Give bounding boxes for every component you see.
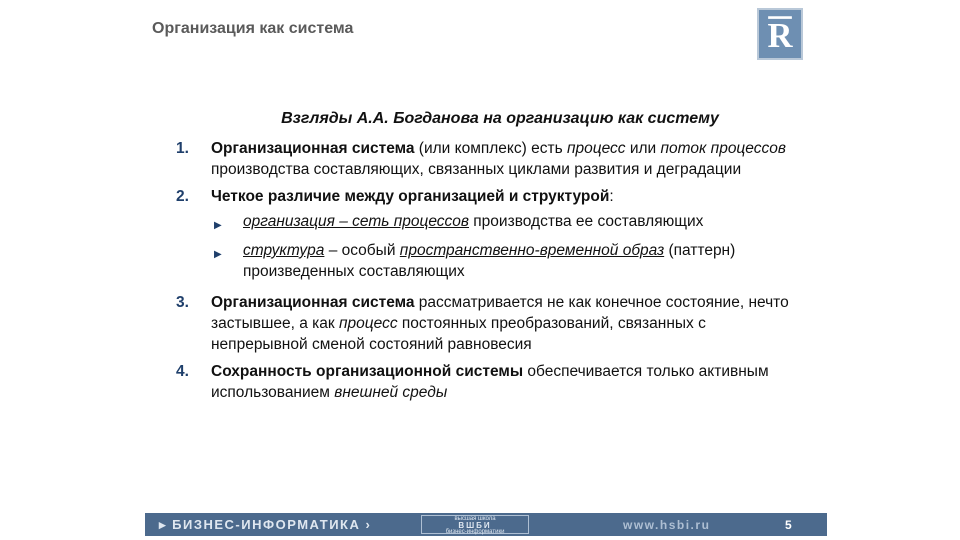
list-item — [176, 138, 796, 180]
sub-list-item — [214, 240, 796, 282]
slide-title: Организация как система — [152, 20, 354, 37]
list-number: 4. — [176, 363, 189, 380]
triangle-right-icon: ▶ — [214, 249, 222, 260]
footer-bar — [145, 513, 827, 536]
footer-brand: ▸ БИЗНЕС-ИНФОРМАТИКА › — [159, 516, 372, 532]
list-item — [176, 361, 796, 403]
list-item — [176, 186, 796, 286]
svg-text:R: R — [767, 15, 793, 55]
list-number: 3. — [176, 294, 189, 311]
list-text: Сохранность организационной системы обеспечивается только активным использованием внешней среды — [211, 363, 769, 401]
list-text: Четкое различие между организацией и структурой: ▶ организация – сеть процессов производства ее составляющих ▶ структура – особый пространственно-временной образ (паттерн) произведенных составляющих — [211, 186, 796, 286]
list-text: Организационная система рассматривается не как конечное состояние, нечто застывшее, а как процесс постоянных преобразований, связанных с непрерывной сменой состояний равновесия — [211, 294, 789, 353]
list-text: Организационная система (или комплекс) есть процесс или поток процессов производства составляющих, связанных циклами развития и деградации — [211, 140, 786, 178]
triangle-right-icon: ▶ — [214, 220, 222, 231]
list-number: 1. — [176, 140, 189, 157]
footer-url: www.hsbi.ru — [623, 517, 711, 532]
content-heading: Взгляды А.А. Богданова на организацию как систему — [281, 110, 719, 127]
sub-list-text: организация – сеть процессов производства ее составляющих — [243, 213, 704, 230]
page-number: 5 — [785, 517, 792, 532]
hse-logo-icon — [757, 8, 803, 60]
list-item — [176, 292, 796, 355]
sub-list-item — [214, 211, 796, 236]
sub-list-text: структура – особый пространственно-временной образ (паттерн) произведенных составляющих — [243, 242, 736, 280]
footer-school-logo: высшая школа ВШБИ бизнес-информатики — [421, 515, 529, 534]
list-number: 2. — [176, 188, 189, 205]
slide-content — [176, 108, 796, 409]
